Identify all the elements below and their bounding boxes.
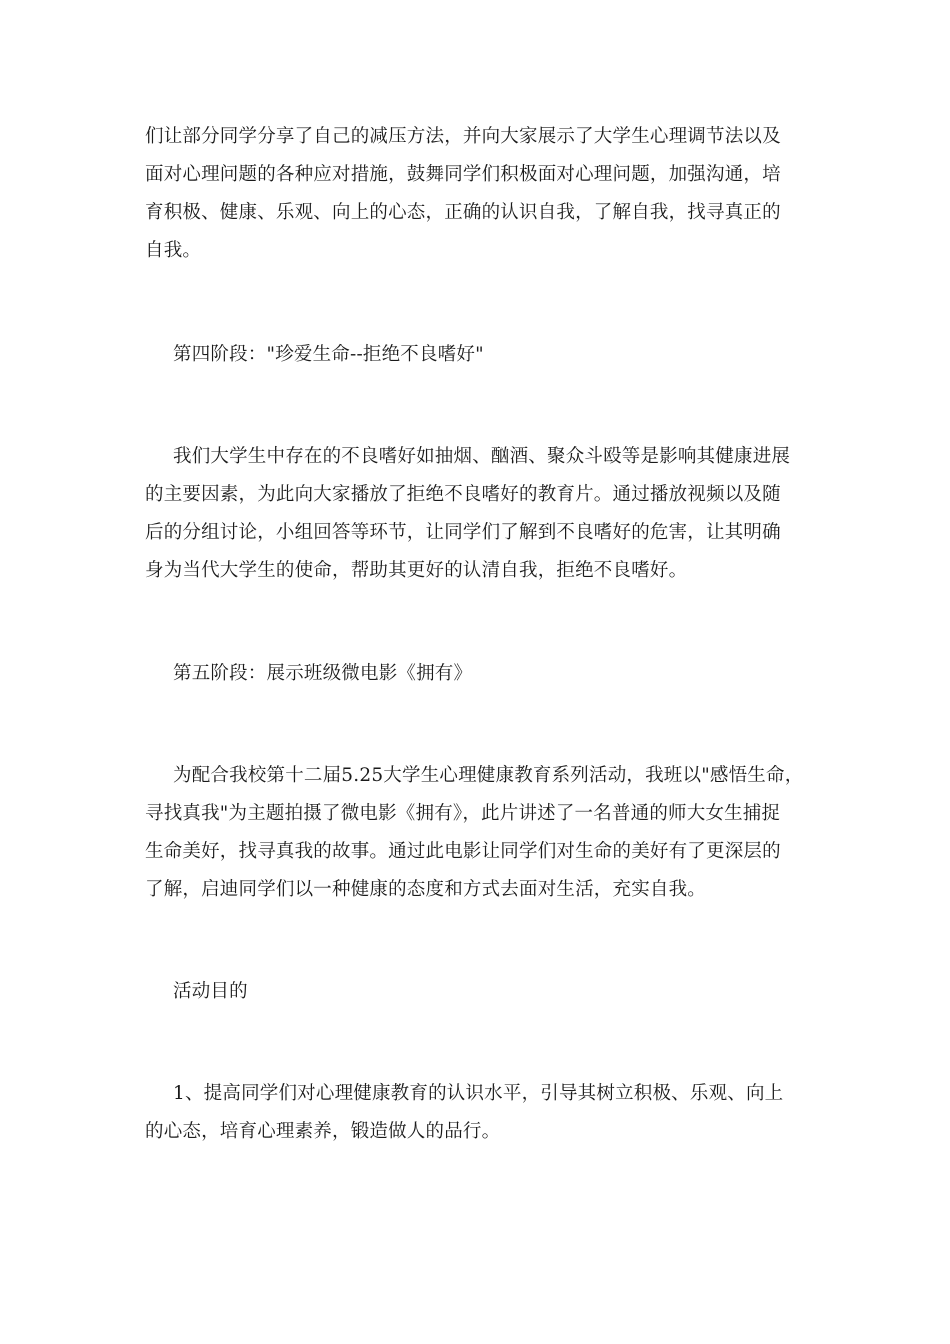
paragraph-line: 的心态，培育心理素养，锻造做人的品行。: [145, 1121, 501, 1142]
paragraph-line: 面对心理问题的各种应对措施，鼓舞同学们积极面对心理问题，加强沟通，培: [145, 164, 781, 185]
section-heading-stage-four: [145, 336, 810, 374]
heading-text: 第五阶段：展示班级微电影《拥有》: [173, 663, 473, 684]
paragraph-line: 育积极、健康、乐观、向上的心态，正确的认识自我，了解自我，找寻真正的: [145, 202, 781, 223]
paragraph-line: 为配合我校第十二届5.25大学生心理健康教育系列活动，我班以"感悟生命，: [173, 765, 804, 786]
paragraph-line: 1、提高同学们对心理健康教育的认识水平，引导其树立积极、乐观、向上: [173, 1083, 784, 1104]
paragraph-line: 生命美好，找寻真我的故事。通过此电影让同学们对生命的美好有了更深层的: [145, 841, 781, 862]
paragraph-line: 我们大学生中存在的不良嗜好如抽烟、酗酒、聚众斗殴等是影响其健康进展: [173, 446, 791, 467]
paragraph-bad-habits: [145, 438, 810, 590]
paragraph-line: 自我。: [145, 240, 202, 261]
section-heading-stage-five: [145, 655, 810, 693]
section-heading-activity-goal: [145, 973, 810, 1011]
heading-text: 第四阶段："珍爱生命--拒绝不良嗜好": [173, 344, 484, 365]
paragraph-line: 身为当代大学生的使命，帮助其更好的认清自我，拒绝不良嗜好。: [145, 560, 688, 581]
paragraph-micro-film: [145, 757, 810, 909]
paragraph-line: 后的分组讨论，小组回答等环节，让同学们了解到不良嗜好的危害，让其明确: [145, 522, 781, 543]
paragraph-stress-relief: [145, 118, 810, 270]
paragraph-goal-one: [145, 1075, 810, 1151]
paragraph-line: 寻找真我"为主题拍摄了微电影《拥有》，此片讲述了一名普通的师大女生捕捉: [145, 803, 781, 824]
paragraph-line: 了解，启迪同学们以一种健康的态度和方式去面对生活，充实自我。: [145, 879, 707, 900]
paragraph-line: 的主要因素，为此向大家播放了拒绝不良嗜好的教育片。通过播放视频以及随: [145, 484, 781, 505]
paragraph-line: 们让部分同学分享了自己的减压方法，并向大家展示了大学生心理调节法以及: [145, 126, 781, 147]
heading-text: 活动目的: [173, 981, 248, 1002]
